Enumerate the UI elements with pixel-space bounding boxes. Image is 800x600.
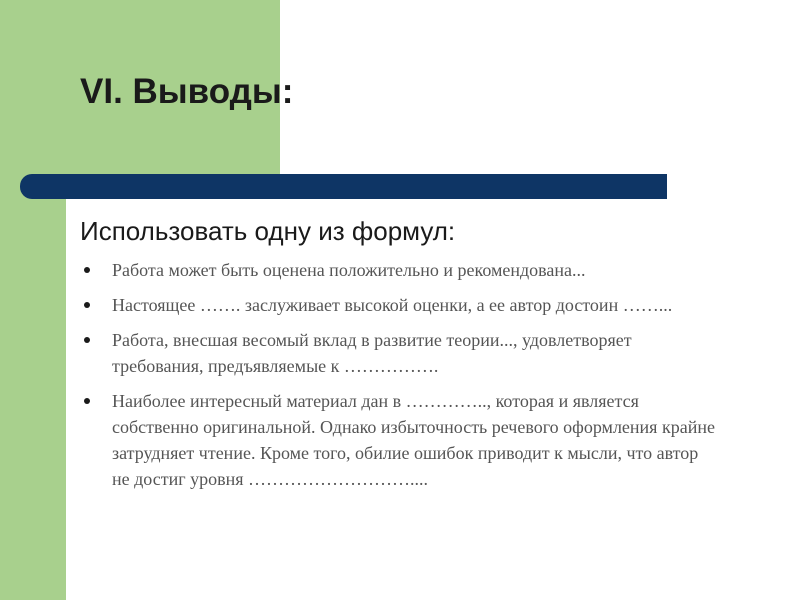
list-item [80,388,720,492]
bullet-text: Наиболее интересный материал дан в ………….., которая и является собственно оригинальной. Однако избыточность речевого оформления крайне затрудняет чтение. Кроме того, обилие ошибок приводит к мысли, что автор не достиг уровня ……………………….... [112,391,715,489]
list-item [80,257,720,283]
bullet-dot-icon [84,302,90,308]
bullet-dot-icon [84,267,90,273]
bullet-list [80,257,720,501]
bullet-text: Настоящее ……. заслуживает высокой оценки, а ее автор достоин ……... [112,295,673,315]
bullet-dot-icon [84,337,90,343]
slide-title: VI. Выводы: [80,72,294,111]
bullet-text: Работа, внесшая весомый вклад в развитие теории..., удовлетворяет требования, предъявляемые к ……………. [112,330,632,376]
left-green-strip [0,0,66,600]
bullet-text: Работа может быть оценена положительно и рекомендована... [112,260,586,280]
list-item [80,327,720,379]
list-item [80,292,720,318]
bullet-dot-icon [84,398,90,404]
slide-subtitle: Использовать одну из формул: [80,216,456,246]
divider-bar [20,174,667,199]
